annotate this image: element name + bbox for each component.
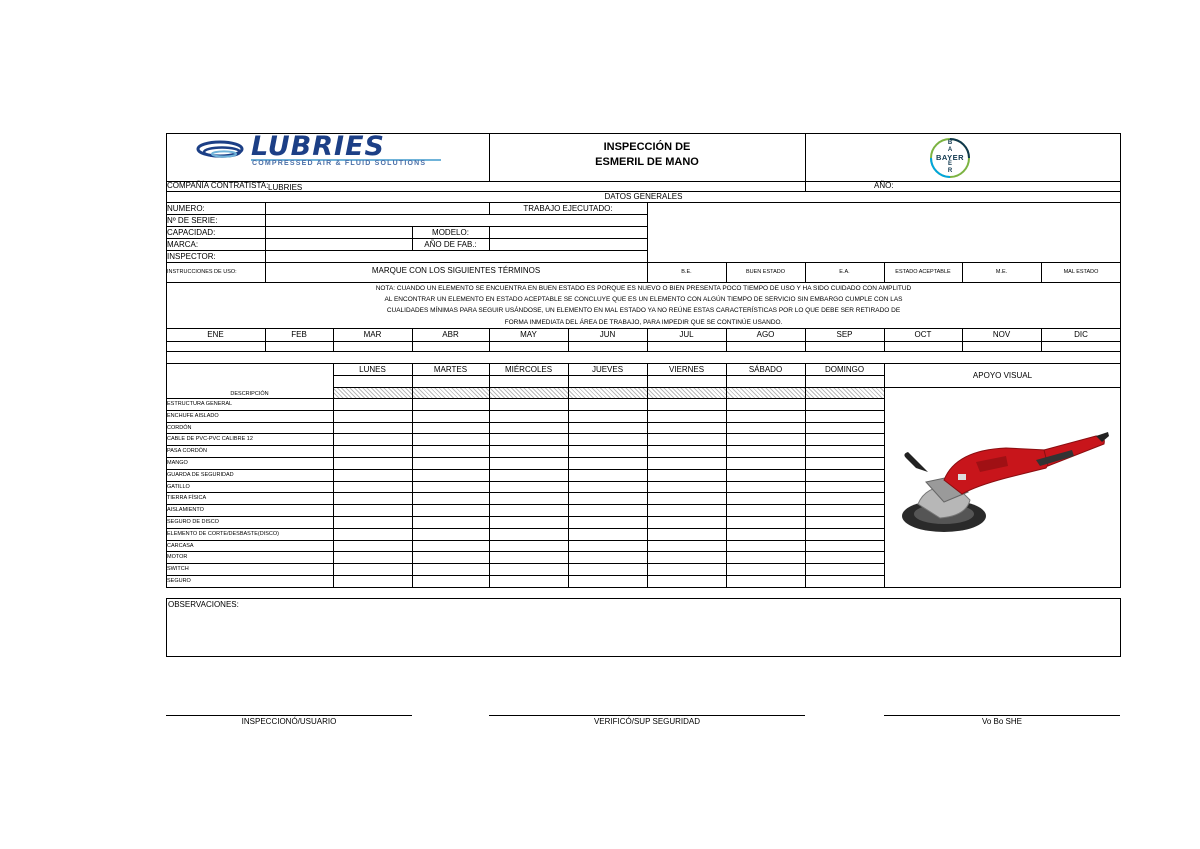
checklist-cell[interactable] bbox=[334, 434, 412, 445]
note-line3: CUALIDADES MÍNIMAS PARA SEGUIR USÁNDOSE, UN ELEMENTO EN MAL ESTADO YA NO REÚNE ESTAS CARACTERÍSTICAS POR LO QUE DEBE SER RETIRADO DE bbox=[386, 307, 901, 314]
signature-user-label: INSPECCIONÓ/USUARIO bbox=[241, 717, 337, 726]
modelo-field[interactable] bbox=[490, 227, 646, 237]
checklist-cell[interactable] bbox=[413, 423, 489, 434]
checklist-cell[interactable] bbox=[648, 493, 726, 504]
signature-safety-label: VERIFICÓ/SUP SEGURIDAD bbox=[593, 717, 701, 726]
checklist-cell[interactable] bbox=[490, 434, 568, 445]
checklist-item-label: ESTRUCTURA GENERAL bbox=[167, 401, 233, 407]
marca-label: MARCA: bbox=[167, 240, 199, 249]
checklist-cell[interactable] bbox=[648, 470, 726, 481]
serie-label: Nº DE SERIE: bbox=[167, 216, 218, 225]
observations-box[interactable] bbox=[166, 598, 1121, 657]
checklist-cell[interactable] bbox=[727, 517, 805, 528]
checklist-cell[interactable] bbox=[806, 482, 884, 493]
checklist-cell[interactable] bbox=[413, 493, 489, 504]
checklist-cell[interactable] bbox=[806, 411, 884, 422]
checklist-cell[interactable] bbox=[490, 423, 568, 434]
checklist-item-label: CORDÓN bbox=[167, 424, 192, 431]
checklist-cell[interactable] bbox=[334, 458, 412, 469]
checklist-cell[interactable] bbox=[648, 446, 726, 457]
checklist-cell[interactable] bbox=[490, 564, 568, 575]
company-logo bbox=[196, 131, 466, 171]
checklist-cell[interactable] bbox=[806, 434, 884, 445]
month-ago: AGO bbox=[756, 330, 775, 339]
checklist-cell[interactable] bbox=[648, 552, 726, 563]
checklist-cell[interactable] bbox=[413, 552, 489, 563]
month-dic: DIC bbox=[1074, 330, 1088, 339]
checklist-cell[interactable] bbox=[648, 564, 726, 575]
checklist-cell[interactable] bbox=[334, 411, 412, 422]
checklist-cell[interactable] bbox=[806, 517, 884, 528]
checklist-cell[interactable] bbox=[490, 505, 568, 516]
inspector-field[interactable] bbox=[266, 251, 646, 261]
checklist-cell[interactable] bbox=[806, 505, 884, 516]
checklist-cell[interactable] bbox=[413, 411, 489, 422]
checklist-cell[interactable] bbox=[569, 564, 647, 575]
checklist-cell[interactable] bbox=[413, 446, 489, 457]
day-domingo: DOMINGO bbox=[824, 365, 865, 374]
checklist-cell[interactable] bbox=[569, 552, 647, 563]
checklist-cell[interactable] bbox=[334, 399, 412, 410]
checklist-cell[interactable] bbox=[648, 399, 726, 410]
checklist-item-label: TIERRA FÍSICA bbox=[167, 495, 207, 502]
capacidad-label: CAPACIDAD: bbox=[167, 228, 216, 237]
month-nov: NOV bbox=[992, 330, 1011, 339]
checklist-cell[interactable] bbox=[569, 458, 647, 469]
signature-line-user[interactable] bbox=[166, 715, 412, 716]
month-jul: JUL bbox=[679, 330, 694, 339]
visual-label: APOYO VISUAL bbox=[972, 371, 1033, 380]
checklist-cell[interactable] bbox=[569, 482, 647, 493]
company-label: COMPAÑÍA CONTRATISTA: bbox=[167, 181, 269, 190]
page-title-line2: ESMERIL DE MANO bbox=[595, 156, 699, 168]
checklist-cell[interactable] bbox=[413, 458, 489, 469]
code-mal-estado: MAL ESTADO bbox=[1063, 269, 1099, 275]
checklist-cell[interactable] bbox=[806, 470, 884, 481]
day-martes: MARTES bbox=[433, 365, 468, 374]
serie-field[interactable] bbox=[266, 215, 646, 225]
code-estado-aceptable: ESTADO ACEPTABLE bbox=[895, 269, 951, 275]
checklist-cell[interactable] bbox=[569, 411, 647, 422]
checklist-cell[interactable] bbox=[334, 493, 412, 504]
checklist-cell[interactable] bbox=[727, 399, 805, 410]
checklist-cell[interactable] bbox=[806, 493, 884, 504]
checklist-cell[interactable] bbox=[648, 576, 726, 587]
checklist-cell[interactable] bbox=[334, 505, 412, 516]
checklist-cell[interactable] bbox=[569, 470, 647, 481]
code-me: M.E. bbox=[995, 269, 1008, 275]
code-buen-estado: BUEN ESTADO bbox=[745, 269, 785, 275]
checklist-cell[interactable] bbox=[648, 434, 726, 445]
checklist-cell[interactable] bbox=[727, 529, 805, 540]
checklist-cell[interactable] bbox=[648, 517, 726, 528]
checklist-cell[interactable] bbox=[648, 541, 726, 552]
day-sabado: SÁBADO bbox=[748, 365, 783, 374]
trabajo-field[interactable] bbox=[648, 203, 1120, 261]
checklist-cell[interactable] bbox=[334, 541, 412, 552]
checklist-cell[interactable] bbox=[806, 399, 884, 410]
checklist-cell[interactable] bbox=[413, 505, 489, 516]
checklist-cell[interactable] bbox=[334, 470, 412, 481]
checklist-cell[interactable] bbox=[806, 458, 884, 469]
note-line4: FORMA INMEDIATA DEL ÁREA DE TRABAJO, PARA IMPEDIR QUE SE CONTINÚE USANDO. bbox=[504, 319, 783, 326]
checklist-cell[interactable] bbox=[569, 446, 647, 457]
note-line2: AL ENCONTRAR UN ELEMENTO EN ESTADO ACEPTABLE SE CONCLUYE QUE ES UN ELEMENTO CON ALGÚN TIEMPO DE SERVICIO SIN EMBARGO CUMPLE CON LAS bbox=[384, 296, 903, 303]
checklist-cell[interactable] bbox=[334, 482, 412, 493]
checklist-cell[interactable] bbox=[334, 564, 412, 575]
checklist-cell[interactable] bbox=[413, 482, 489, 493]
grinder-image bbox=[896, 420, 1110, 540]
checklist-cell[interactable] bbox=[727, 552, 805, 563]
checklist-cell[interactable] bbox=[727, 564, 805, 575]
checklist-item-label: ENCHUFE AISLADO bbox=[167, 412, 219, 419]
checklist-cell[interactable] bbox=[648, 482, 726, 493]
checklist-cell[interactable] bbox=[648, 458, 726, 469]
angle-grinder-icon bbox=[896, 420, 1110, 540]
checklist-cell[interactable] bbox=[413, 529, 489, 540]
checklist-cell[interactable] bbox=[490, 576, 568, 587]
bayer-vertical-text: B A E R bbox=[947, 140, 953, 174]
trabajo-label: TRABAJO EJECUTADO: bbox=[523, 204, 613, 213]
instructions-label: INSTRUCCIONES DE USO: bbox=[167, 269, 237, 275]
month-ene: ENE bbox=[207, 330, 224, 339]
checklist-item-label: ELEMENTO DE CORTE/DESBASTE(DISCO) bbox=[167, 530, 279, 537]
checklist-cell[interactable] bbox=[334, 576, 412, 587]
month-mar: MAR bbox=[363, 330, 382, 339]
logo-tagline: COMPRESSED AIR & FLUID SOLUTIONS bbox=[252, 160, 427, 167]
checklist-cell[interactable] bbox=[413, 541, 489, 552]
checklist-cell[interactable] bbox=[490, 411, 568, 422]
checklist-cell[interactable] bbox=[806, 446, 884, 457]
checklist-cell[interactable] bbox=[490, 470, 568, 481]
checklist-cell[interactable] bbox=[727, 458, 805, 469]
marca-field[interactable] bbox=[266, 239, 411, 249]
checklist-cell[interactable] bbox=[413, 399, 489, 410]
checklist-cell[interactable] bbox=[648, 411, 726, 422]
month-may: MAY bbox=[520, 330, 537, 339]
checklist-cell[interactable] bbox=[727, 434, 805, 445]
checklist-item-label: SEGURO DE DISCO bbox=[167, 519, 219, 525]
checklist-cell[interactable] bbox=[727, 423, 805, 434]
checklist-cell[interactable] bbox=[727, 411, 805, 422]
checklist-cell[interactable] bbox=[490, 517, 568, 528]
checklist-cell[interactable] bbox=[334, 446, 412, 457]
checklist-item-label: SWITCH bbox=[167, 566, 189, 573]
checklist-cell[interactable] bbox=[490, 493, 568, 504]
checklist-cell[interactable] bbox=[490, 482, 568, 493]
logo-name: LUBRIES bbox=[251, 131, 385, 162]
observations-label: OBSERVACIONES: bbox=[168, 600, 239, 609]
page-title-line1: INSPECCIÓN DE bbox=[603, 141, 691, 153]
checklist-cell[interactable] bbox=[727, 541, 805, 552]
checklist-item-label: PASA CORDÓN bbox=[167, 448, 207, 455]
checklist-item-label: MOTOR bbox=[167, 554, 188, 561]
month-abr: ABR bbox=[442, 330, 459, 339]
checklist-cell[interactable] bbox=[806, 529, 884, 540]
note-line1: NOTA: CUANDO UN ELEMENTO SE ENCUENTRA EN BUEN ESTADO ES PORQUE ES NUEVO O BIEN PRESENTA POCO TIEMPO DE USO Y HA SIDO CUIDADO CON AMPLITUD bbox=[375, 285, 912, 292]
signature-line-safety[interactable] bbox=[489, 715, 805, 716]
client-logo bbox=[929, 137, 971, 179]
day-jueves: JUEVES bbox=[591, 365, 624, 374]
checklist-item-label: SEGURO bbox=[167, 578, 191, 584]
checklist-cell[interactable] bbox=[569, 576, 647, 587]
checklist-item-label: GUARDA DE SEGURIDAD bbox=[167, 471, 234, 478]
checklist-cell[interactable] bbox=[413, 517, 489, 528]
checklist-cell[interactable] bbox=[413, 470, 489, 481]
code-ea: E.A. bbox=[839, 269, 850, 275]
checklist-cell[interactable] bbox=[413, 434, 489, 445]
general-section-title: DATOS GENERALES bbox=[604, 192, 683, 201]
inspector-label: INSPECTOR: bbox=[167, 252, 216, 261]
checklist-cell[interactable] bbox=[569, 423, 647, 434]
checklist-cell[interactable] bbox=[727, 470, 805, 481]
checklist-cell[interactable] bbox=[413, 576, 489, 587]
numero-label: NUMERO: bbox=[167, 204, 205, 213]
checklist-cell[interactable] bbox=[490, 552, 568, 563]
code-be: B.E. bbox=[681, 269, 692, 275]
checklist-cell[interactable] bbox=[648, 505, 726, 516]
checklist-item-label: CARCASA bbox=[167, 542, 194, 549]
month-feb: FEB bbox=[291, 330, 307, 339]
checklist-cell[interactable] bbox=[727, 493, 805, 504]
signature-line-she[interactable] bbox=[884, 715, 1120, 716]
checklist-cell[interactable] bbox=[490, 399, 568, 410]
numero-field[interactable] bbox=[266, 203, 488, 213]
checklist-cell[interactable] bbox=[727, 446, 805, 457]
checklist-cell[interactable] bbox=[569, 399, 647, 410]
checklist-item-label: GATILLO bbox=[167, 483, 190, 490]
month-sep: SEP bbox=[836, 330, 853, 339]
checklist-cell[interactable] bbox=[727, 576, 805, 587]
modelo-label: MODELO: bbox=[432, 228, 469, 237]
checklist-cell[interactable] bbox=[334, 517, 412, 528]
checklist-cell[interactable] bbox=[806, 552, 884, 563]
checklist-cell[interactable] bbox=[413, 564, 489, 575]
checklist-cell[interactable] bbox=[490, 529, 568, 540]
year-label: AÑO: bbox=[874, 181, 894, 190]
anio-fab-label: AÑO DE FAB.: bbox=[424, 240, 477, 249]
checklist-cell[interactable] bbox=[806, 564, 884, 575]
signature-she-label: Vo Bo SHE bbox=[981, 717, 1023, 726]
checklist-item-label: CABLE DE PVC-PVC CALIBRE 12 bbox=[167, 436, 253, 443]
checklist-cell[interactable] bbox=[806, 541, 884, 552]
checklist-cell[interactable] bbox=[569, 541, 647, 552]
day-viernes: VIERNES bbox=[668, 365, 705, 374]
checklist-cell[interactable] bbox=[727, 505, 805, 516]
checklist-cell[interactable] bbox=[569, 517, 647, 528]
checklist-cell[interactable] bbox=[569, 493, 647, 504]
day-lunes: LUNES bbox=[359, 365, 386, 374]
checklist-cell[interactable] bbox=[334, 423, 412, 434]
checklist-cell[interactable] bbox=[727, 482, 805, 493]
bayer-horizontal-text: BAYER bbox=[935, 153, 965, 162]
checklist-cell[interactable] bbox=[648, 529, 726, 540]
instructions-text: MARQUE CON LOS SIGUIENTES TÉRMINOS bbox=[371, 266, 541, 275]
checklist-cell[interactable] bbox=[806, 576, 884, 587]
capacidad-field[interactable] bbox=[266, 227, 411, 237]
month-jun: JUN bbox=[599, 330, 616, 339]
checklist-cell[interactable] bbox=[648, 423, 726, 434]
day-miercoles: MIÉRCOLES bbox=[504, 365, 553, 374]
checklist-cell[interactable] bbox=[334, 552, 412, 563]
checklist-cell[interactable] bbox=[569, 529, 647, 540]
anio-fab-field[interactable] bbox=[490, 239, 646, 249]
checklist-cell[interactable] bbox=[490, 541, 568, 552]
checklist-cell[interactable] bbox=[806, 423, 884, 434]
month-oct: OCT bbox=[914, 330, 932, 339]
checklist-cell[interactable] bbox=[490, 458, 568, 469]
checklist-cell[interactable] bbox=[334, 529, 412, 540]
description-label: DESCRIPCIÓN bbox=[230, 391, 269, 397]
checklist-item-label: MANGO bbox=[167, 460, 188, 466]
checklist-cell[interactable] bbox=[569, 505, 647, 516]
checklist-item-label: AISLAMIENTO bbox=[167, 507, 204, 514]
checklist-cell[interactable] bbox=[569, 434, 647, 445]
company-value[interactable]: LUBRIES bbox=[268, 183, 303, 192]
checklist-cell[interactable] bbox=[490, 446, 568, 457]
